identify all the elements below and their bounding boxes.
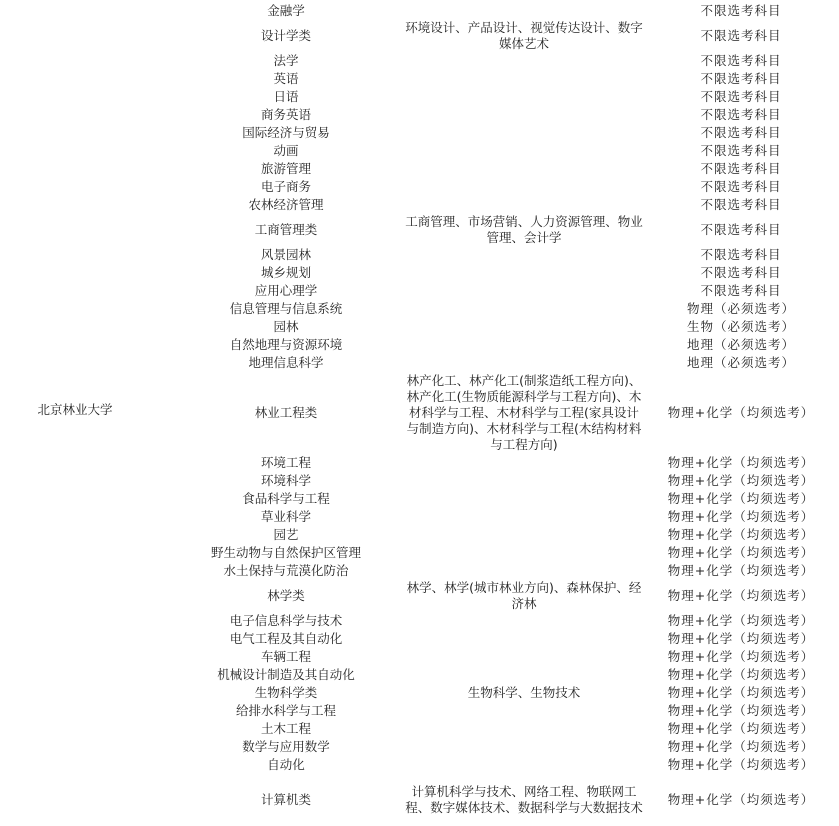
included-majors [404, 562, 644, 580]
major-name: 自然地理与资源环境 [229, 337, 343, 352]
included-majors: 林学、林学(城市林业方向)、森林保护、经济林 [406, 580, 642, 611]
table-row [0, 612, 839, 630]
table-row [0, 562, 839, 580]
major-name: 国际经济与贸易 [242, 125, 330, 140]
subject-requirement: 不限选考科目 [700, 3, 782, 18]
university-name: 北京林业大学 [37, 402, 113, 417]
subject-requirement: 不限选考科目 [700, 283, 782, 298]
included-majors [404, 490, 644, 508]
subject-requirement: 物理+化学（均须选考） [667, 721, 815, 736]
table-row [0, 666, 839, 684]
included-majors [404, 124, 644, 142]
included-majors [404, 88, 644, 106]
subject-requirement: 不限选考科目 [700, 222, 782, 237]
major-name: 商务英语 [260, 107, 311, 122]
table-row [0, 756, 839, 774]
major-name: 农林经济管理 [248, 197, 324, 212]
major-name: 林业工程类 [254, 405, 318, 420]
subject-requirement: 物理+化学（均须选考） [667, 792, 815, 807]
table-row [0, 354, 839, 372]
major-name: 环境科学 [260, 473, 311, 488]
included-majors [404, 246, 644, 264]
table-row [0, 142, 839, 160]
included-majors [404, 264, 644, 282]
included-majors [404, 318, 644, 336]
subject-requirement: 物理+化学（均须选考） [667, 739, 815, 754]
included-majors [404, 300, 644, 318]
major-name: 园林 [273, 319, 299, 334]
major-name: 水土保持与荒漠化防治 [223, 563, 349, 578]
included-majors [404, 2, 644, 20]
included-majors [404, 196, 644, 214]
table-row [0, 20, 839, 52]
table-row [0, 630, 839, 648]
table-row [0, 580, 839, 612]
major-name: 野生动物与自然保护区管理 [210, 545, 361, 560]
included-majors [404, 544, 644, 562]
major-name: 设计学类 [260, 28, 311, 43]
major-name: 电子信息科学与技术 [229, 613, 343, 628]
included-majors [404, 648, 644, 666]
included-majors [404, 738, 644, 756]
major-name: 金融学 [267, 3, 305, 18]
table-row [0, 88, 839, 106]
major-name: 地理信息科学 [248, 355, 324, 370]
major-name: 土木工程 [260, 721, 311, 736]
included-majors [404, 70, 644, 88]
included-majors: 计算机科学与技术、网络工程、物联网工程、数字媒体技术、数据科学与大数据技术 [405, 784, 643, 815]
major-name: 英语 [273, 71, 299, 86]
table-row [0, 472, 839, 490]
subject-requirement: 物理（必须选考） [686, 301, 795, 316]
table-row [0, 738, 839, 756]
table-row [0, 196, 839, 214]
subject-requirement: 不限选考科目 [700, 71, 782, 86]
table-row [0, 454, 839, 472]
major-name: 数学与应用数学 [242, 739, 330, 754]
included-majors: 工商管理、市场营销、人力资源管理、物业管理、会计学 [405, 214, 643, 245]
major-name: 电子商务 [260, 179, 311, 194]
table-row [0, 160, 839, 178]
major-name: 城乡规划 [260, 265, 311, 280]
major-name: 动画 [273, 143, 299, 158]
included-majors [404, 336, 644, 354]
table-row [0, 70, 839, 88]
major-name: 工商管理类 [254, 222, 318, 237]
subject-requirement: 物理+化学（均须选考） [667, 631, 815, 646]
major-name: 生物科学类 [254, 685, 318, 700]
major-name: 旅游管理 [260, 161, 311, 176]
table-row [0, 300, 839, 318]
included-majors [404, 666, 644, 684]
subject-requirement: 不限选考科目 [700, 107, 782, 122]
subject-requirement: 物理+化学（均须选考） [667, 405, 815, 420]
included-majors [404, 702, 644, 720]
table-row [0, 684, 839, 702]
table-row [0, 52, 839, 70]
table-row [0, 648, 839, 666]
subject-requirement: 物理+化学（均须选考） [667, 527, 815, 542]
subject-requirement: 物理+化学（均须选考） [667, 545, 815, 560]
table-row [0, 526, 839, 544]
table-row [0, 124, 839, 142]
major-name: 信息管理与信息系统 [229, 301, 343, 316]
subject-requirement: 生物（必须选考） [686, 319, 795, 334]
subject-requirement: 不限选考科目 [700, 197, 782, 212]
included-majors [404, 756, 644, 774]
subject-requirement: 物理+化学（均须选考） [667, 455, 815, 470]
table-row [0, 178, 839, 196]
included-majors [404, 160, 644, 178]
table-row [0, 282, 839, 300]
subject-requirement: 不限选考科目 [700, 125, 782, 140]
included-majors [404, 142, 644, 160]
included-majors: 环境设计、产品设计、视觉传达设计、数字媒体艺术 [405, 20, 643, 51]
subject-requirement: 不限选考科目 [700, 179, 782, 194]
included-majors [404, 526, 644, 544]
major-name: 车辆工程 [260, 649, 311, 664]
major-name: 食品科学与工程 [242, 491, 330, 506]
subject-requirement: 物理+化学（均须选考） [667, 757, 815, 772]
subject-requirement: 物理+化学（均须选考） [667, 703, 815, 718]
table-row [0, 702, 839, 720]
included-majors [404, 354, 644, 372]
major-name: 风景园林 [260, 247, 311, 262]
table-row [0, 106, 839, 124]
subject-requirement: 物理+化学（均须选考） [667, 509, 815, 524]
subject-requirement: 物理+化学（均须选考） [667, 649, 815, 664]
major-name: 林学类 [267, 588, 305, 603]
subject-requirement: 地理（必须选考） [686, 337, 795, 352]
major-name: 应用心理学 [254, 283, 318, 298]
included-majors [404, 454, 644, 472]
major-name: 法学 [273, 53, 299, 68]
major-name: 环境工程 [260, 455, 311, 470]
included-majors [404, 178, 644, 196]
included-majors [404, 630, 644, 648]
included-majors: 生物科学、生物技术 [467, 685, 581, 700]
subject-requirement: 物理+化学（均须选考） [667, 667, 815, 682]
table-row [0, 214, 839, 246]
major-name: 园艺 [273, 527, 299, 542]
table-row [0, 246, 839, 264]
table-row [0, 336, 839, 354]
table-row [0, 2, 839, 20]
major-name: 计算机类 [260, 792, 311, 807]
subject-requirement: 物理+化学（均须选考） [667, 563, 815, 578]
table-row [0, 490, 839, 508]
subject-requirement: 不限选考科目 [700, 143, 782, 158]
table-row [0, 318, 839, 336]
included-majors [404, 508, 644, 526]
subject-requirement: 不限选考科目 [700, 265, 782, 280]
included-majors: 林产化工、林产化工(制浆造纸工程方向)、林产化工(生物质能源科学与工程方向)、木材科学与工程、木材科学与工程(家具设计与制造方向)、木材科学与工程(木结构材料与工程方向) [406, 373, 642, 452]
subject-requirement: 物理+化学（均须选考） [667, 613, 815, 628]
table-row [0, 720, 839, 738]
included-majors [404, 52, 644, 70]
subject-requirement: 物理+化学（均须选考） [667, 588, 815, 603]
subject-requirement: 不限选考科目 [700, 53, 782, 68]
subject-requirement: 物理+化学（均须选考） [667, 685, 815, 700]
included-majors [404, 612, 644, 630]
major-name: 自动化 [267, 757, 305, 772]
subject-requirement: 不限选考科目 [700, 247, 782, 262]
subject-requirement: 不限选考科目 [700, 89, 782, 104]
major-name: 给排水科学与工程 [235, 703, 336, 718]
included-majors [404, 472, 644, 490]
subject-requirement: 地理（必须选考） [686, 355, 795, 370]
subject-requirement: 不限选考科目 [700, 161, 782, 176]
major-name: 草业科学 [260, 509, 311, 524]
table-row [0, 508, 839, 526]
major-name: 日语 [273, 89, 299, 104]
included-majors [404, 106, 644, 124]
major-name: 电气工程及其自动化 [229, 631, 343, 646]
major-name: 机械设计制造及其自动化 [217, 667, 355, 682]
included-majors [404, 282, 644, 300]
table-row [0, 264, 839, 282]
subject-requirement: 物理+化学（均须选考） [667, 473, 815, 488]
table-row [0, 372, 839, 454]
table-row [0, 774, 839, 826]
included-majors [404, 720, 644, 738]
table-row [0, 544, 839, 562]
subject-requirement: 不限选考科目 [700, 28, 782, 43]
subject-requirement: 物理+化学（均须选考） [667, 491, 815, 506]
